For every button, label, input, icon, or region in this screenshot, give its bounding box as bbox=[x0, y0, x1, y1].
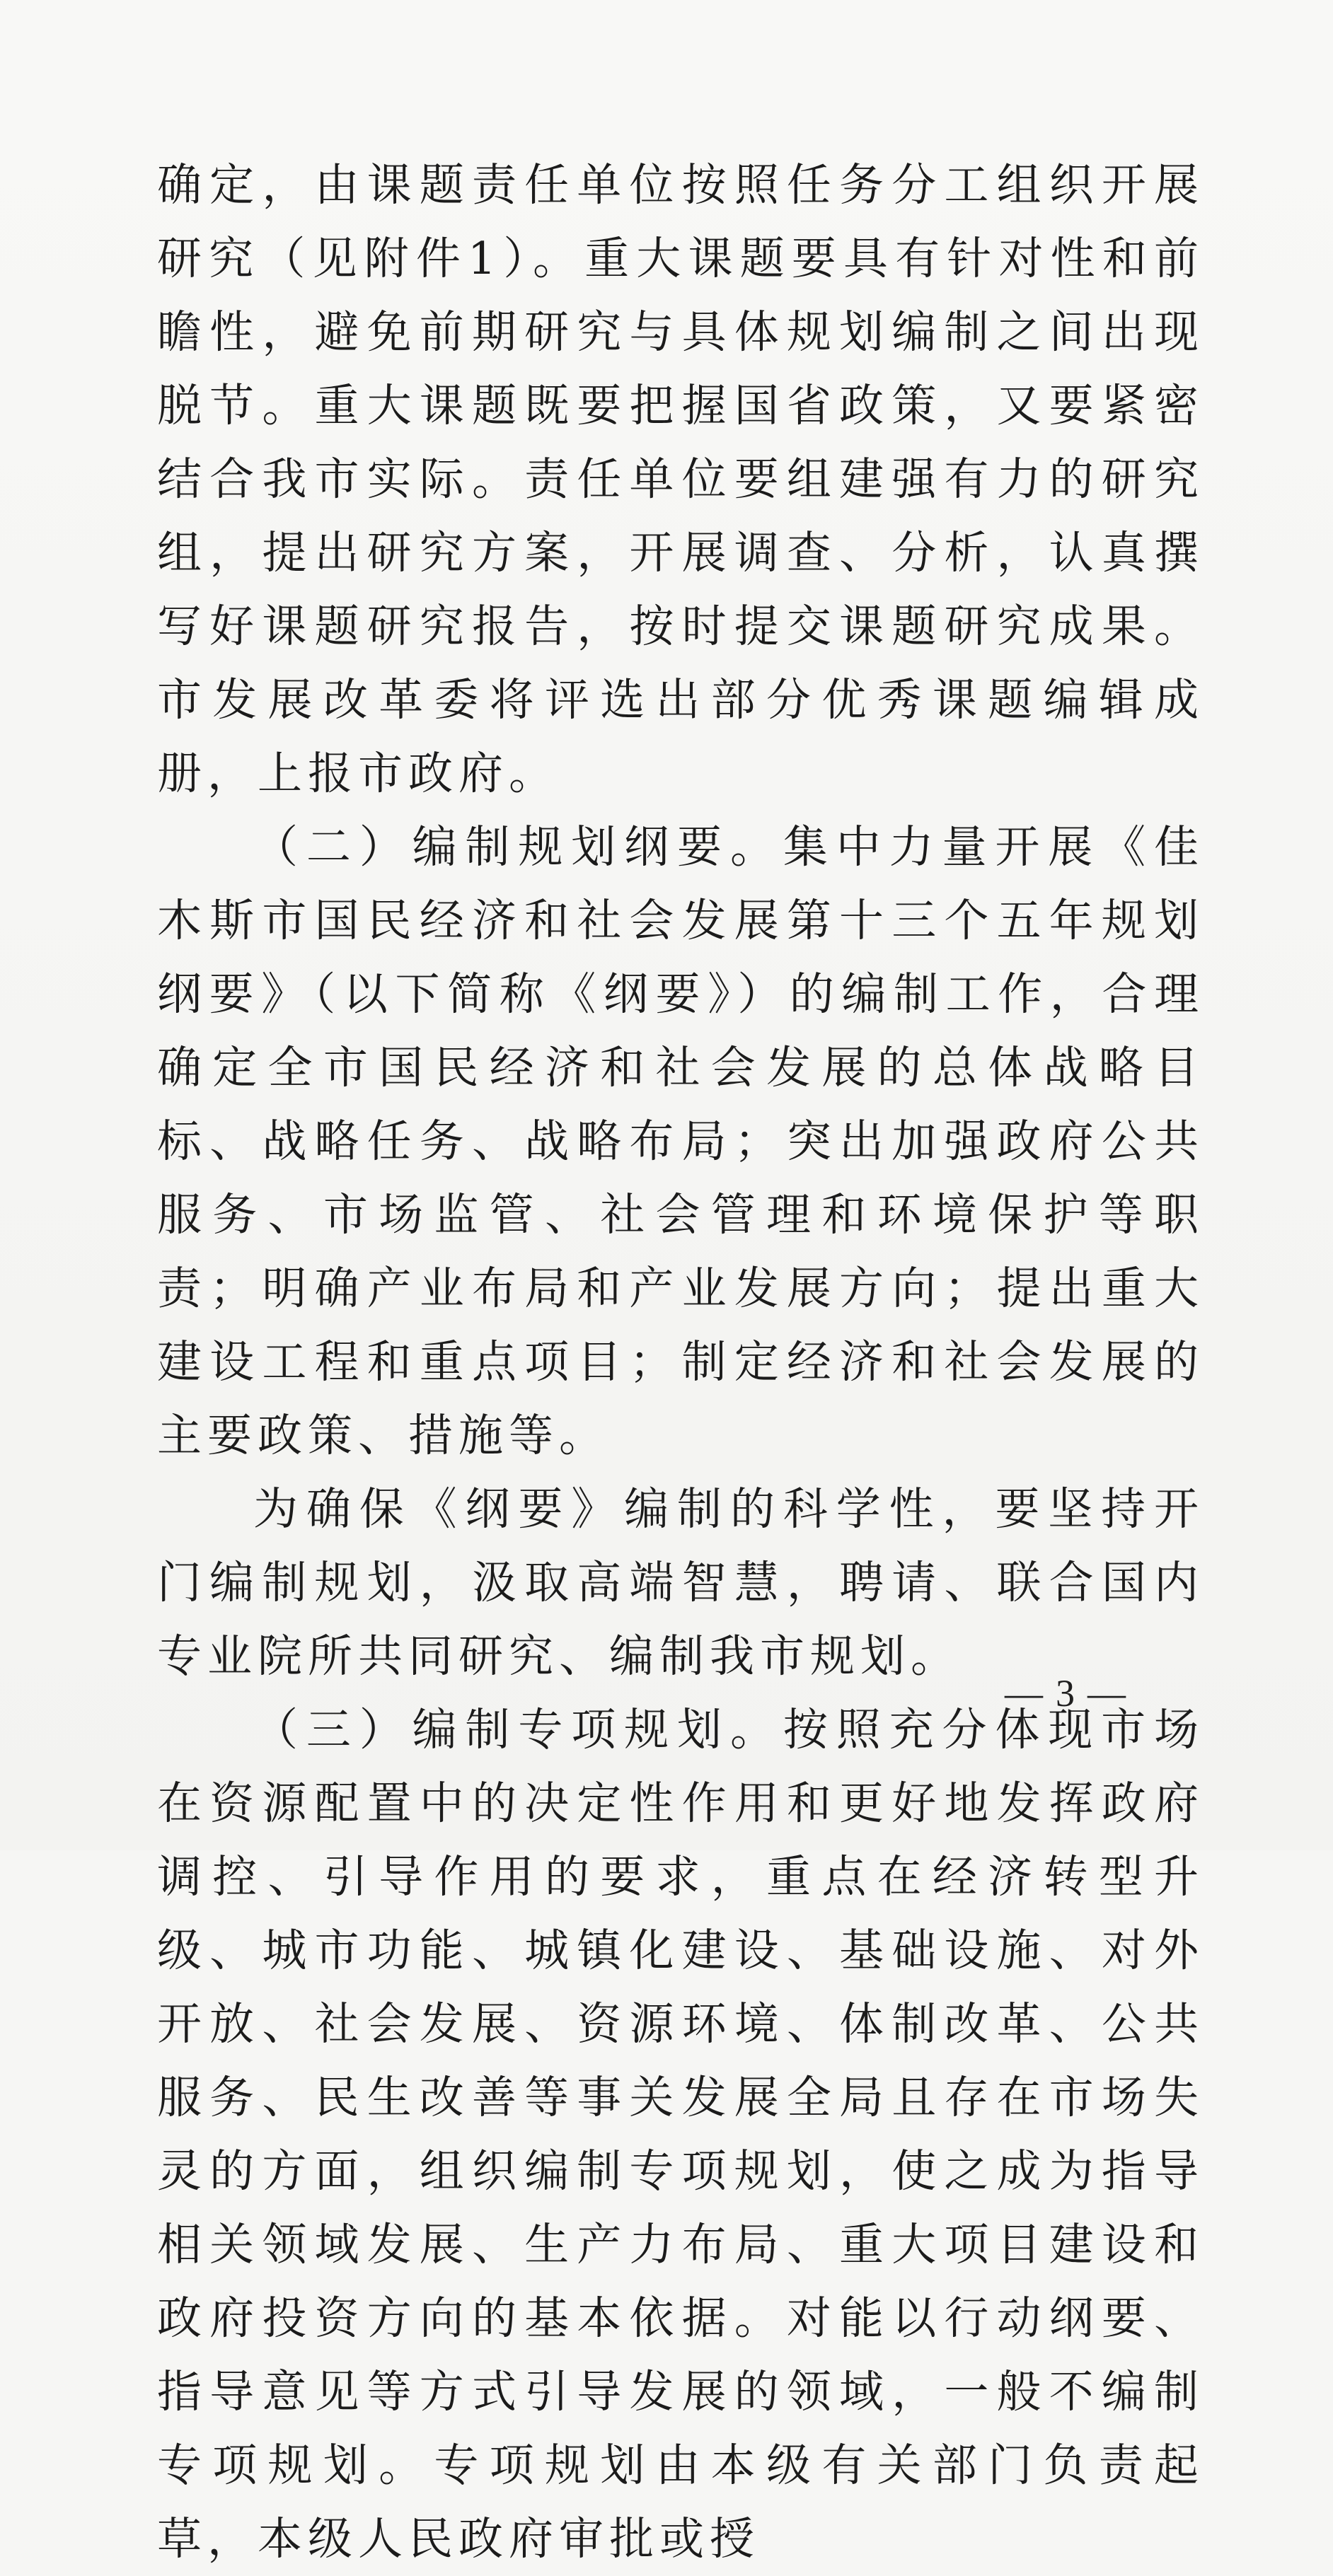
paragraph-scientific-planning: 为确保《纲要》编制的科学性，要坚持开门编制规划，汲取高端智慧，聘请、联合国内专业院所共同研究、编制我市规划。 bbox=[157, 1483, 1204, 1682]
page-number-value: 3 bbox=[1056, 1672, 1075, 1715]
page-number-dash-right: — bbox=[1087, 1672, 1126, 1715]
paragraph-planning-outline: （二）编制规划纲要。集中力量开展《佳木斯市国民经济和社会发展第十三个五年规划纲要》（以下简称《纲要》）的编制工作，合理确定全市国民经济和社会发展的总体战略目标、战略任务、战略布局；突出加强政府公共服务、市场监管、社会管理和环境保护等职责；明确产业布局和产业发展方向；提出重大建设工程和重点项目；制定经济和社会发展的主要政策、措施等。 bbox=[157, 821, 1204, 1461]
paragraph-special-planning: （三）编制专项规划。按照充分体现市场在资源配置中的决定性作用和更好地发挥政府调控、引导作用的要求，重点在经济转型升级、城市功能、城镇化建设、基础设施、对外开放、社会发展、资源环境、体制改革、公共服务、民生改善等事关发展全局且存在市场失灵的方面，组织编制专项规划，使之成为指导相关领域发展、生产力布局、重大项目建设和政府投资方向的基本依据。对能以行动纲要、指导意见等方式引导发展的领域，一般不编制专项规划。专项规划由本级有关部门负责起草，本级人民政府审批或授 bbox=[157, 1704, 1204, 2565]
page-number bbox=[1005, 1671, 1146, 1716]
paragraph-research-topics: 确定，由课题责任单位按照任务分工组织开展研究（见附件1）。重大课题要具有针对性和前瞻性，避免前期研究与具体规划编制之间出现脱节。重大课题既要把握国省政策，又要紧密结合我市实际。责任单位要组建强有力的研究组，提出研究方案，开展调查、分析，认真撰写好课题研究报告，按时提交课题研究成果。市发展改革委将评选出部分优秀课题编辑成册，上报市政府。 bbox=[157, 159, 1204, 799]
page-number-dash-left: — bbox=[1005, 1672, 1043, 1715]
document-body bbox=[157, 149, 1204, 2576]
